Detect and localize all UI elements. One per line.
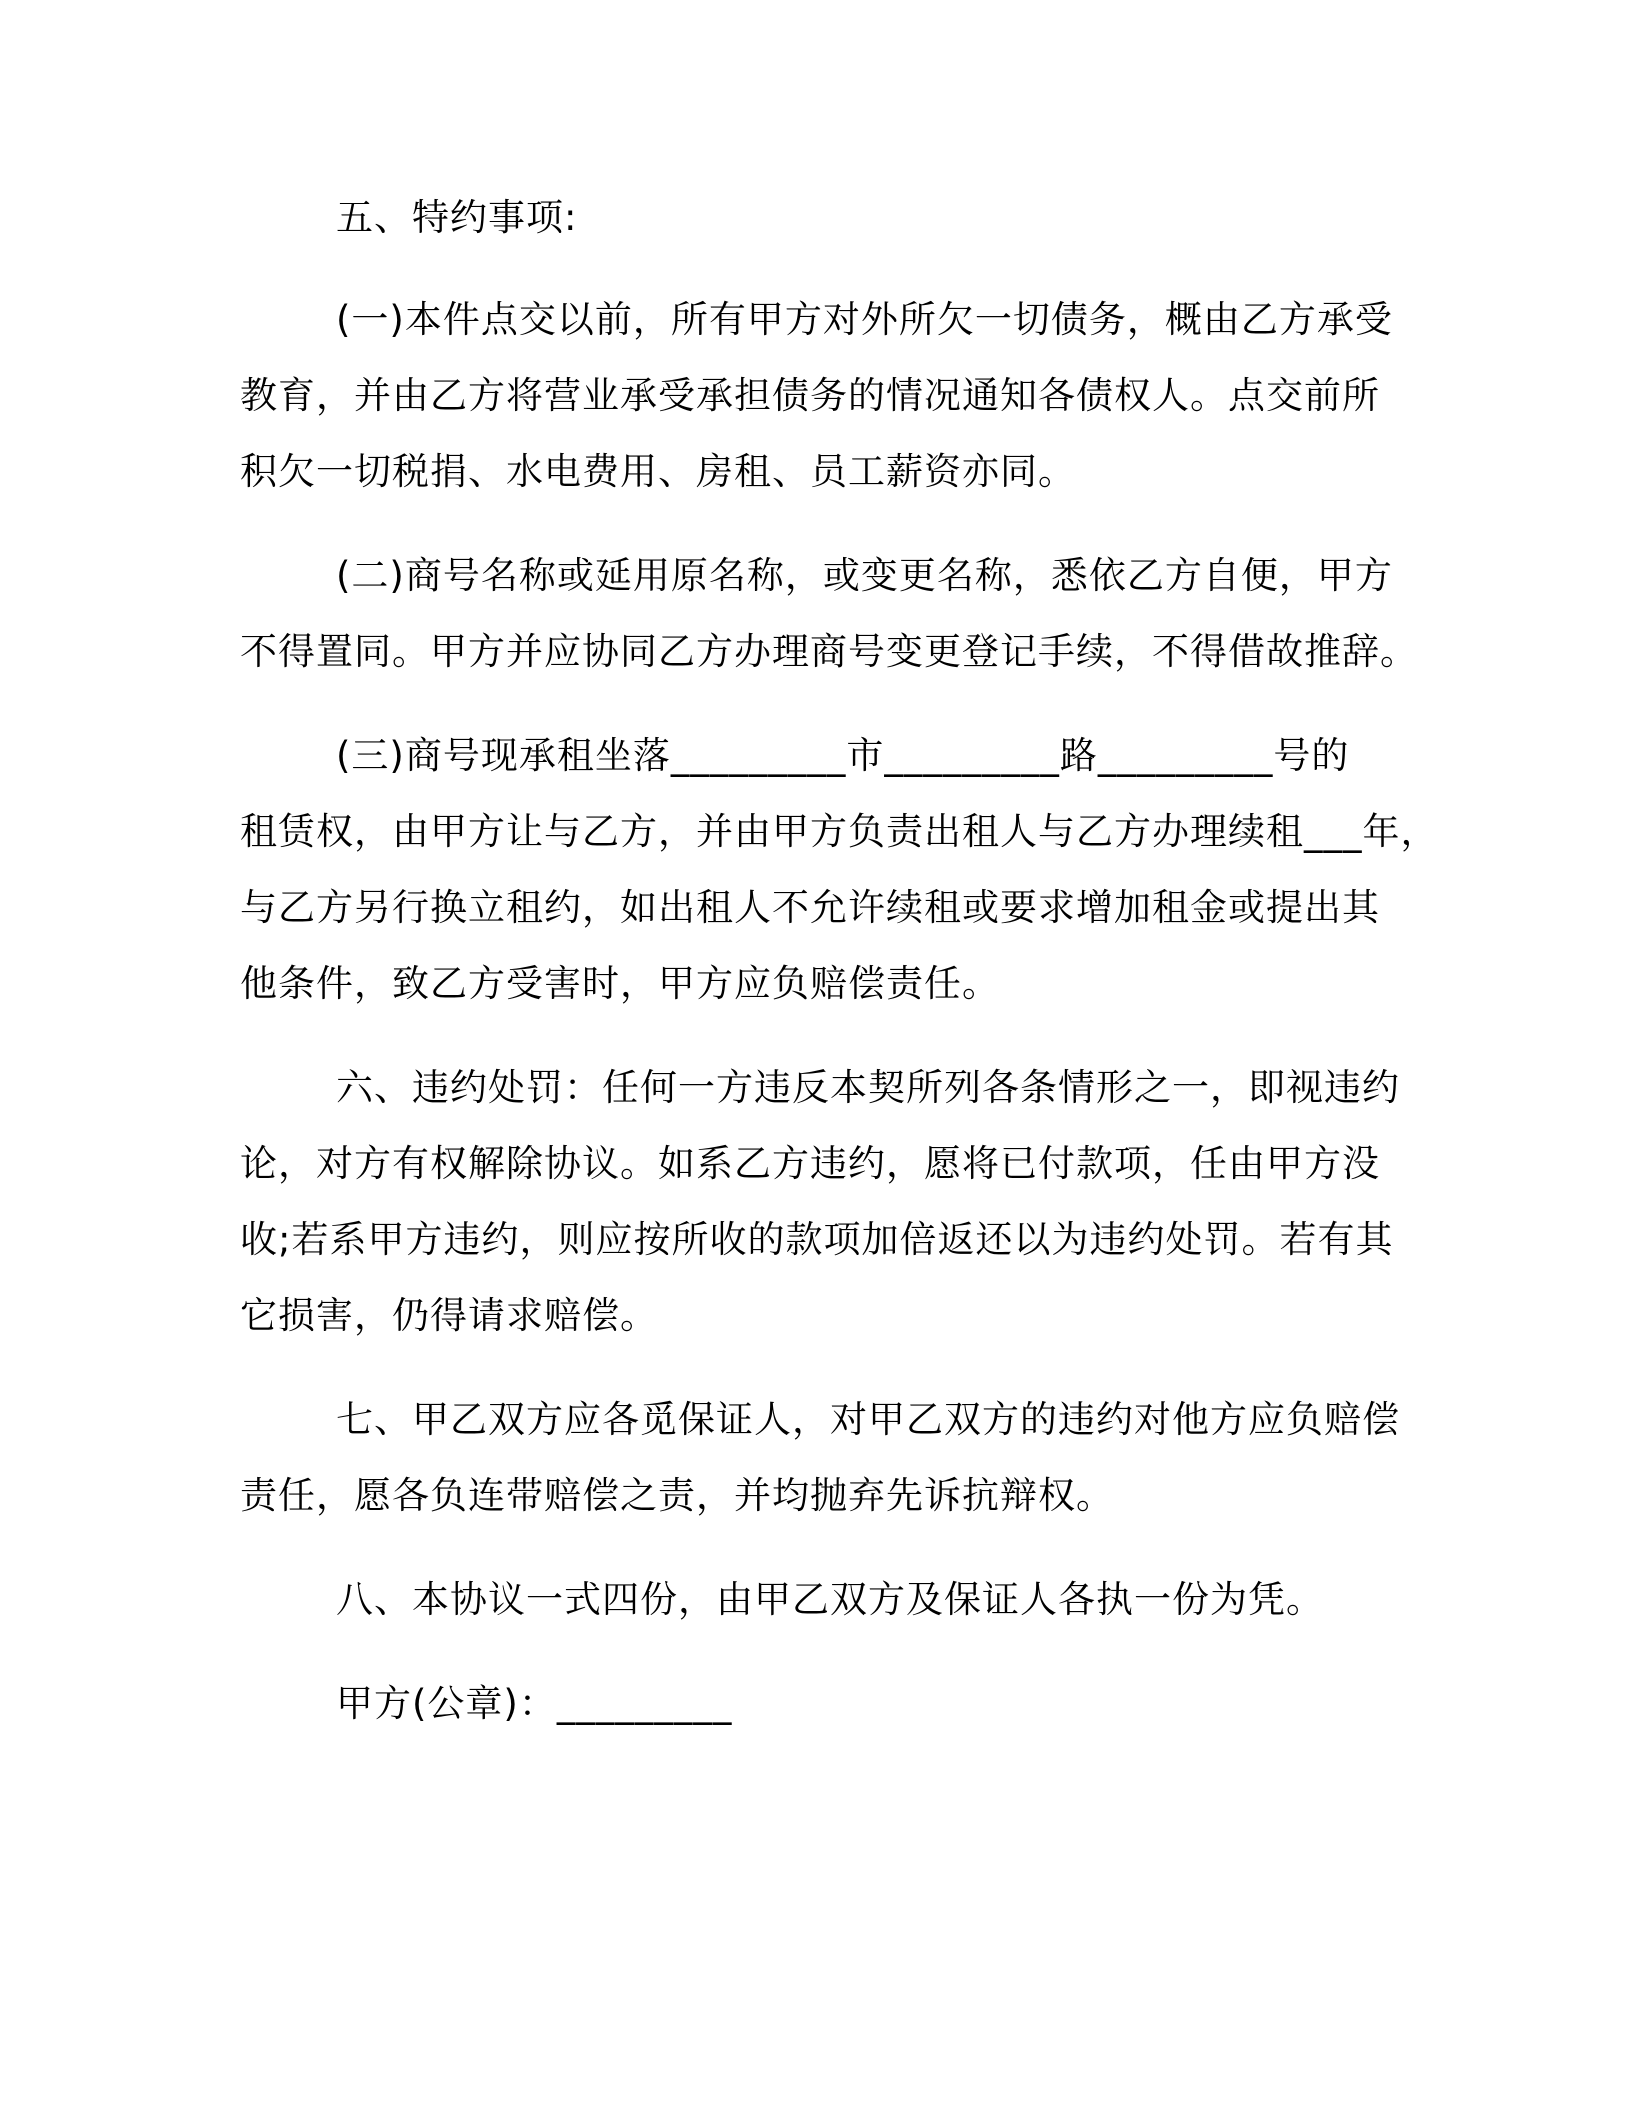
clause-5-1-line-2: 教育，并由乙方将营业承受承担债务的情况通知各债权人。点交前所 <box>240 374 1380 417</box>
clause-6-line-1: 六、违约处罚：任何一方违反本契所列各条情形之一，即视违约 <box>336 1066 1400 1109</box>
clause-6-line-3: 收;若系甲方违约，则应按所收的款项加倍返还以为违约处罚。若有其 <box>240 1218 1394 1261</box>
clause-5-3-line-1: (三)商号现承租坐落_________市_________路_________号的 <box>336 734 1350 777</box>
clause-5-2-line-2: 不得置同。甲方并应协同乙方办理商号变更登记手续，不得借故推辞。 <box>240 630 1418 673</box>
clause-5-3-line-3: 与乙方另行换立租约，如出租人不允许续租或要求增加租金或提出其 <box>240 886 1380 929</box>
clause-5-3-line-4: 他条件，致乙方受害时，甲方应负赔偿责任。 <box>240 962 1000 1005</box>
clause-7-line-1: 七、甲乙双方应各觅保证人，对甲乙双方的违约对他方应负赔偿 <box>336 1398 1400 1441</box>
signature-party-a: 甲方(公章)：_________ <box>336 1682 733 1725</box>
section-heading-special-terms: 五、特约事项: <box>336 196 578 239</box>
clause-6-line-4: 它损害，仍得请求赔偿。 <box>240 1294 658 1337</box>
clause-5-3-line-2: 租赁权，由甲方让与乙方，并由甲方负责出租人与乙方办理续租___年， <box>240 810 1439 853</box>
clause-6-line-2: 论，对方有权解除协议。如系乙方违约，愿将已付款项，任由甲方没 <box>240 1142 1380 1185</box>
clause-8: 八、本协议一式四份，由甲乙双方及保证人各执一份为凭。 <box>336 1578 1324 1621</box>
clause-5-2-line-1: (二)商号名称或延用原名称，或变更名称，悉依乙方自便，甲方 <box>336 554 1393 597</box>
clause-7-line-2: 责任，愿各负连带赔偿之责，并均抛弃先诉抗辩权。 <box>240 1474 1114 1517</box>
clause-5-1-line-3: 积欠一切税捐、水电费用、房租、员工薪资亦同。 <box>240 450 1076 493</box>
clause-5-1-line-1: (一)本件点交以前，所有甲方对外所欠一切债务，概由乙方承受 <box>336 298 1393 341</box>
